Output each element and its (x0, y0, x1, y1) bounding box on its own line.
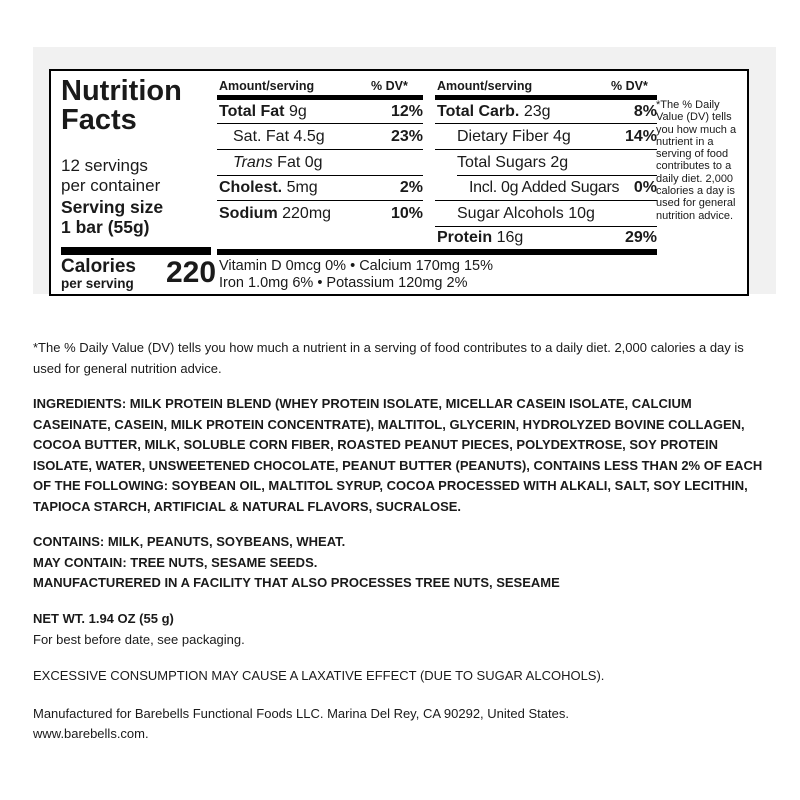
total-carb-dv: 8% (633, 103, 657, 120)
nutrient-name: Sodium (219, 205, 278, 222)
cholesterol-row (219, 179, 318, 197)
calories-per-serving-label: per serving (61, 276, 134, 291)
row-divider (217, 175, 423, 176)
ingredients: INGREDIENTS: MILK PROTEIN BLEND (WHEY PROTEIN ISOLATE, MICELLAR CASEIN ISOLATE, CALCIUM CASEINATE, CASEIN, MILK PROTEIN CONCENTRATE), MALTITOL, GLYCERIN, HYDROLYZED BOVINE COLLAGEN, COCOA BUTTER, MILK, SOLUBLE CORN FIBER, ROASTED PEANUT PIECES, POLYDEXTROSE, SOY PROTEIN ISOLATE, WATER, UNSWEETENED CHOCOLATE, PEANUT BUTTER (PEANUTS), CONTAINS LESS THAN 2% OF EACH OF THE FOLLOWING: SOYBEAN OIL, MALTITOL SYRUP, COCOA PROCESSED WITH ALKALI, SALT, SOY LECITHIN, TAPIOCA STARCH, ARTIFICIAL & NATURAL FLAVORS, SUCRALOSE. (33, 396, 763, 514)
nutrient-name: Total Sugars (457, 154, 546, 171)
serving-size-line-2: 1 bar (55g) (61, 217, 150, 237)
cholesterol-dv: 2% (399, 179, 423, 196)
nutrient-amount: 2g (550, 154, 569, 171)
dv-note: *The % Daily Value (DV) tells you how much a nutrient in a serving of food contributes to a daily diet. 2,000 calories a day is used for general nutrition advice. (33, 340, 744, 376)
nutrient-name: Cholest. (219, 179, 283, 196)
row-divider (435, 200, 657, 201)
title-line-1: Nutrition (61, 75, 182, 107)
row-divider (217, 123, 423, 124)
nutrient-amount: 9g (288, 103, 307, 120)
row-divider (457, 175, 657, 176)
row-divider (217, 149, 423, 150)
total-carb-row (437, 103, 551, 121)
row-divider (217, 200, 423, 201)
calories-label: Calories (61, 256, 136, 277)
calories-bar (61, 247, 211, 255)
nutrient-amount: 10g (568, 205, 595, 222)
nutrient-name: Total Carb. (437, 103, 520, 120)
nutrient-amount: 16g (496, 229, 524, 246)
added-sugars-row (469, 179, 619, 197)
nutrient-name: Incl. 0g Added Sugars (469, 179, 620, 196)
vitamins-line-1: Vitamin D 0mcg 0% • Calcium 170mg 15% (219, 258, 493, 274)
nutrient-name: Total Fat (219, 103, 285, 120)
row-divider (435, 123, 657, 124)
title-line-2: Facts (61, 104, 137, 136)
protein-dv: 29% (624, 229, 657, 246)
sugar-alcohols-row (457, 205, 595, 223)
nutrient-name: Protein (437, 229, 493, 246)
nutrient-amount: 23g (523, 103, 551, 120)
row-divider (435, 226, 657, 227)
dietary-fiber-dv: 14% (624, 128, 657, 145)
nutrient-name: Sugar Alcohols (457, 205, 564, 222)
sodium-row (219, 205, 331, 223)
vitamins-top-rule (217, 249, 657, 255)
column-gap (211, 79, 212, 254)
website[interactable]: www.barebells.com. (33, 726, 149, 741)
servings-line-1: 12 servings (61, 156, 148, 175)
servings-per-container (61, 156, 160, 196)
nutrient-name: Sat. Fat (233, 128, 290, 145)
facility-statement: MANUFACTURERED IN A FACILITY THAT ALSO PROCESSES TREE NUTS, SESEAME (33, 575, 560, 590)
sat-fat-dv: 23% (390, 128, 423, 145)
calories-value: 220 (166, 256, 217, 289)
protein-row (437, 229, 523, 247)
trans-fat-row (233, 154, 323, 172)
nutrition-facts-label (49, 69, 749, 296)
total-sugars-row (457, 154, 568, 172)
best-before-note: For best before date, see packaging. (33, 632, 245, 647)
sodium-dv: 10% (390, 205, 423, 222)
left-header-rule (217, 95, 423, 100)
contains-allergens: CONTAINS: MILK, PEANUTS, SOYBEANS, WHEAT. (33, 534, 346, 549)
vitamins-line-2: Iron 1.0mg 6% • Potassium 120mg 2% (219, 275, 468, 291)
left-header-amount: Amount/serving (219, 79, 315, 93)
nutrient-amount: Fat 0g (272, 154, 323, 171)
right-header-amount: Amount/serving (437, 79, 533, 93)
may-contain-allergens: MAY CONTAIN: TREE NUTS, SESAME SEEDS. (33, 555, 318, 570)
nutrient-amount: 4g (553, 128, 571, 145)
serving-size (61, 197, 163, 237)
servings-line-2: per container (61, 176, 161, 195)
nutrient-amount: 220mg (282, 205, 332, 222)
manufacturer-info: Manufactured for Barebells Functional Foods LLC. Marina Del Rey, CA 90292, United States. (33, 706, 569, 721)
dv-footnote: *The % Daily Value (DV) tells you how much a nutrient in a serving of food contributes to a daily diet. 2,000 calories a day is used for general nutrition advice. (656, 99, 737, 222)
nutrient-name: Dietary Fiber (457, 128, 549, 145)
dietary-fiber-row (457, 128, 571, 146)
net-weight: NET WT. 1.94 OZ (55 g) (33, 611, 174, 626)
total-fat-dv: 12% (390, 103, 423, 120)
left-header-dv: % DV* (371, 79, 408, 93)
row-divider (435, 149, 657, 150)
right-header-dv: % DV* (611, 79, 648, 93)
laxative-warning: EXCESSIVE CONSUMPTION MAY CAUSE A LAXATIVE EFFECT (DUE TO SUGAR ALCOHOLS). (33, 668, 605, 683)
nutrition-facts-title (61, 77, 182, 135)
total-fat-row (219, 103, 307, 121)
nutrient-amount: 5mg (286, 179, 318, 196)
sat-fat-row (233, 128, 325, 146)
nutrient-name: Trans (233, 154, 273, 171)
added-sugars-dv: 0% (633, 179, 657, 196)
nutrient-amount: 4.5g (293, 128, 325, 145)
serving-size-line-1: Serving size (61, 197, 164, 217)
right-header-rule (435, 95, 657, 100)
